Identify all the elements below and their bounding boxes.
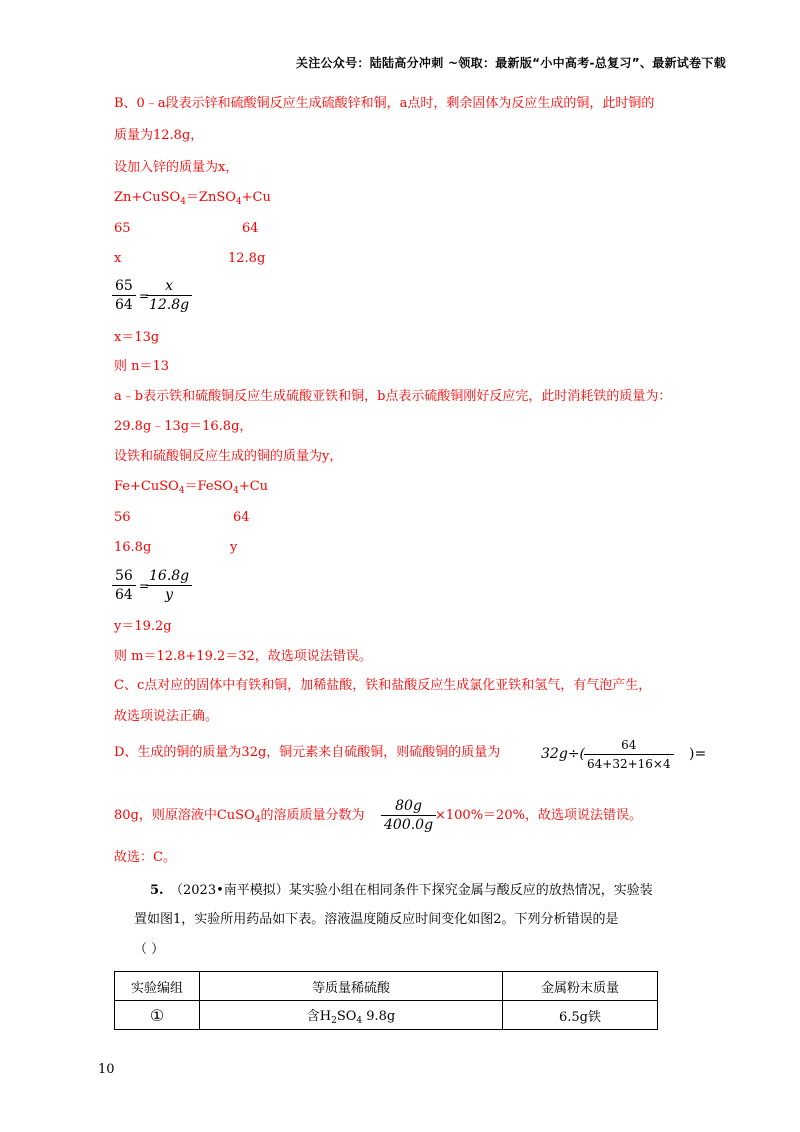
table-header-cell: 实验编组	[115, 972, 200, 1001]
text-line: 故选：C。	[114, 850, 176, 865]
question-text: 置如图1，实验所用药品如下表。溶液温度随反应时间变化如图2。下列分析错误的是	[134, 912, 619, 927]
fraction-cuso4-ratio: $\frac{64}{64+32+16\times 4}$	[584, 736, 674, 773]
question-text: （2023•南平模拟）某实验小组在相同条件下探究金属与酸反应的放热情况，实验装	[170, 883, 653, 898]
text-line: a﹣b表示铁和硫酸铜反应生成硫酸亚铁和铜，b点表示硫酸铜刚好反应完，此时消耗铁的质量为：	[114, 389, 672, 404]
text-line: 56	[114, 510, 131, 525]
question-number: 5.	[150, 883, 164, 898]
text-line: D、生成的铜的质量为32g，铜元素来自硫酸铜，则硫酸铜的质量为	[114, 745, 501, 760]
text-line: 12.8g	[228, 251, 266, 266]
table-header-row	[115, 972, 658, 1001]
text-line: 16.8g	[114, 540, 152, 555]
text-line: ×100%＝20%，故选项说法错误。	[435, 808, 642, 823]
text-line: B、0﹣a段表示锌和硫酸铜反应生成硫酸锌和铜，a点时，剩余固体为反应生成的铜，此时铜的	[114, 96, 655, 111]
text-line: 质量为12.8g，	[114, 128, 204, 143]
text-line: 29.8g﹣13g＝16.8g，	[114, 419, 253, 434]
fraction-65-64: $\frac{65}{64}$	[112, 277, 136, 314]
text-line: x	[114, 251, 122, 266]
equation-fe: Fe+CuSO$_4$＝FeSO$_4$+Cu	[114, 479, 269, 496]
text-line: 设铁和硫酸铜反应生成的铜的质量为y，	[114, 449, 343, 464]
text-line: y＝19.2g	[114, 619, 172, 634]
text-line: C、c点对应的固体中有铁和铜，加稀盐酸，铁和盐酸反应生成氯化亚铁和氢气，有气泡产生，	[114, 678, 652, 693]
math-prefix: 32g÷(	[541, 746, 585, 762]
fraction-16.8g-y: $\frac{16.8g}{y}$	[146, 567, 192, 604]
equals-sign: =	[139, 579, 150, 593]
fraction-56-64: $\frac{56}{64}$	[112, 567, 136, 604]
answer-blank: （ ）	[134, 942, 165, 957]
table-cell: 含$H_2SO_4$ 9.8g	[200, 1001, 503, 1030]
text-line: y	[230, 540, 238, 555]
fraction-80g-400g: $\frac{80g}{400.0g}$	[381, 797, 436, 834]
text-line: 65	[114, 221, 131, 236]
text-line: 设加入锌的质量为x，	[114, 160, 239, 175]
table-header-cell: 等质量稀硫酸	[200, 972, 503, 1001]
table-cell: ①	[115, 1001, 200, 1030]
page-header: 关注公众号：陆陆高分冲刺 ~领取：最新版“小中高考-总复习”、最新试卷下载	[295, 56, 726, 70]
equals-sign: =	[139, 289, 150, 303]
text-line: 64	[233, 510, 250, 525]
math-suffix: )=	[689, 746, 707, 762]
page-number: 10	[98, 1062, 115, 1077]
text-line: 故选项说法正确。	[114, 709, 219, 724]
text-line: 则 m＝12.8+19.2＝32，故选项说法错误。	[114, 649, 372, 664]
table-cell: 6.5g铁	[503, 1001, 658, 1030]
text-line: 80g，则原溶液中CuSO$_4$的溶质质量分数为	[114, 808, 365, 825]
equation-zn: Zn+CuSO$_4$＝ZnSO$_4$+Cu	[114, 190, 271, 207]
text-line: x＝13g	[114, 330, 160, 345]
table-header-cell: 金属粉末质量	[503, 972, 658, 1001]
fraction-x-12.8g: $\frac{x}{12.8g}$	[146, 277, 192, 314]
table-row	[115, 1001, 658, 1030]
experiment-table	[114, 971, 658, 1030]
text-line: 则 n＝13	[114, 359, 170, 374]
text-line: 64	[242, 221, 259, 236]
